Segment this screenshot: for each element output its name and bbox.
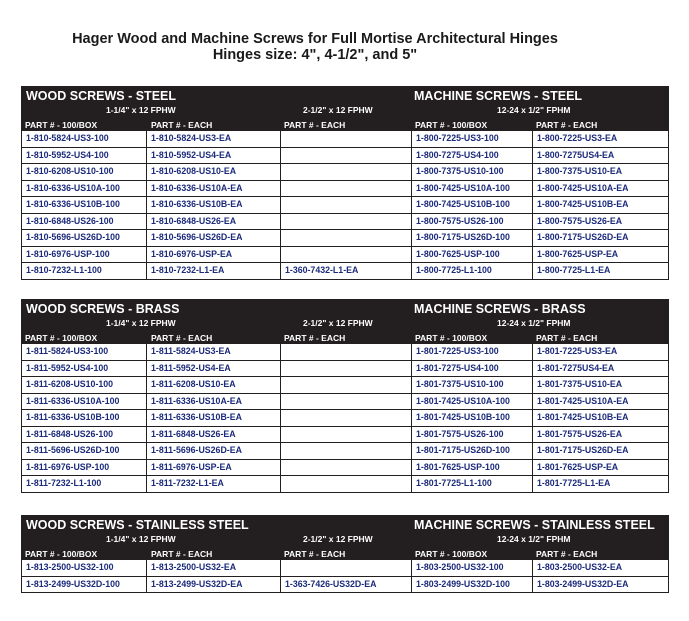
part-number-cell: 1-801-7625-USP-100 (412, 460, 533, 476)
table-row (22, 230, 668, 247)
screw-table-brass (21, 299, 669, 493)
part-number-cell: 1-800-7625-USP-EA (537, 248, 619, 259)
part-number-cell: 1-811-6208-US10-100 (22, 377, 147, 393)
column-header: PART # - EACH (284, 549, 346, 559)
part-number-cell: 1-811-6336-US10B-100 (22, 410, 147, 426)
part-number-cell: 1-810-6848-US26-100 (22, 214, 147, 230)
part-number-cell: 1-811-7232-L1-EA (147, 476, 281, 492)
part-number-cell: 1-801-7175-US26D-100 (412, 443, 533, 459)
column-header: PART # - EACH (284, 120, 346, 130)
part-number-cell: 1-800-7725-L1-100 (412, 263, 533, 279)
part-number-cell: 1-801-7625-USP-EA (537, 461, 619, 472)
part-number-cell: 1-803-2500-US32-EA (537, 562, 623, 572)
part-number-cell: 1-801-7275US4-EA (537, 362, 615, 373)
machine-screws-heading: MACHINE SCREWS - STAINLESS STEEL (414, 518, 655, 532)
part-number-cell: 1-811-6336-US10A-100 (22, 394, 147, 410)
part-number-cell: 1-801-7275-US4-100 (412, 361, 533, 377)
table-row (22, 560, 668, 577)
part-number-cell: 1-811-6848-US26-100 (22, 427, 147, 443)
part-number-cell: 1-810-6208-US10-100 (22, 164, 147, 180)
part-number-cell: 1-811-6208-US10-EA (147, 377, 281, 393)
wood-size-short-label: 1-1/4" x 12 FPHW (106, 318, 176, 328)
column-header: PART # - 100/BOX (25, 120, 98, 130)
table-row (22, 131, 668, 148)
table-row (22, 164, 668, 181)
part-number-cell: 1-803-2499-US32D-100 (412, 577, 533, 593)
table-row (22, 344, 668, 361)
part-number-cell: 1-800-7725-L1-EA (537, 265, 611, 275)
part-number-cell (281, 164, 412, 180)
part-number-cell: 1-813-2500-US32-EA (147, 560, 281, 576)
table-row (22, 410, 668, 427)
part-number-cell: 1-801-7575-US26-100 (412, 427, 533, 443)
table-body (21, 131, 669, 280)
part-number-cell: 1-800-7175-US26D-100 (412, 230, 533, 246)
part-number-cell: 1-363-7426-US32D-EA (281, 577, 412, 593)
part-number-cell: 1-810-6336-US10A-EA (147, 181, 281, 197)
table-row (22, 361, 668, 378)
part-number-cell: 1-810-6848-US26-EA (147, 214, 281, 230)
part-number-cell: 1-801-7225-US3-100 (412, 344, 533, 360)
part-number-cell: 1-801-7725-L1-100 (412, 476, 533, 492)
table-row (22, 577, 668, 594)
part-number-cell: 1-801-7375-US10-100 (412, 377, 533, 393)
part-number-cell: 1-810-6336-US10A-100 (22, 181, 147, 197)
column-header: PART # - EACH (151, 120, 213, 130)
part-number-cell (281, 410, 412, 426)
table-header (21, 299, 669, 344)
wood-size-short-label: 1-1/4" x 12 FPHW (106, 105, 176, 115)
table-row (22, 377, 668, 394)
table-row (22, 181, 668, 198)
part-number-cell: 1-800-7175-US26D-EA (537, 232, 629, 242)
part-number-cell: 1-800-7425-US10A-EA (537, 182, 629, 193)
part-number-cell: 1-801-7575-US26-EA (537, 428, 623, 439)
part-number-cell (281, 377, 412, 393)
part-number-cell: 1-810-6208-US10-EA (147, 164, 281, 180)
part-number-cell: 1-803-2500-US32-100 (412, 560, 533, 576)
part-number-cell: 1-810-5952-US4-100 (22, 148, 147, 164)
column-header: PART # - EACH (284, 333, 346, 343)
table-body (21, 560, 669, 593)
part-number-cell (281, 443, 412, 459)
part-number-cell: 1-811-5696-US26D-100 (22, 443, 147, 459)
wood-screws-heading: WOOD SCREWS - STEEL (26, 89, 176, 103)
table-row (22, 476, 668, 493)
part-number-cell: 1-810-5952-US4-EA (147, 148, 281, 164)
part-number-cell: 1-360-7432-L1-EA (281, 263, 412, 279)
wood-size-short-label: 1-1/4" x 12 FPHW (106, 534, 176, 544)
part-number-cell: 1-810-6976-USP-EA (147, 247, 281, 263)
part-number-cell (281, 476, 412, 492)
part-number-cell (281, 214, 412, 230)
part-number-cell (281, 131, 412, 147)
wood-size-long-label: 2-1/2" x 12 FPHW (303, 105, 373, 115)
part-number-cell: 1-810-5696-US26D-100 (22, 230, 147, 246)
part-number-cell (281, 427, 412, 443)
part-number-cell: 1-811-6336-US10B-EA (147, 410, 281, 426)
part-number-cell: 1-811-6976-USP-100 (22, 460, 147, 476)
part-number-cell: 1-800-7275US4-EA (537, 149, 615, 160)
part-number-cell (281, 247, 412, 263)
column-header: PART # - EACH (151, 549, 213, 559)
table-row (22, 443, 668, 460)
table-row (22, 214, 668, 231)
part-number-cell: 1-810-7232-L1-100 (22, 263, 147, 279)
part-number-cell: 1-811-5952-US4-EA (147, 361, 281, 377)
part-number-cell: 1-800-7575-US26-100 (412, 214, 533, 230)
table-row (22, 263, 668, 280)
part-number-cell: 1-810-5696-US26D-EA (147, 230, 281, 246)
part-number-cell: 1-811-5696-US26D-EA (147, 443, 281, 459)
part-number-cell: 1-810-6336-US10B-EA (147, 197, 281, 213)
part-number-cell: 1-801-7375-US10-EA (537, 379, 623, 389)
part-number-cell: 1-811-6848-US26-EA (147, 427, 281, 443)
document-subtitle: Hinges size: 4", 4-1/2", and 5" (212, 47, 418, 63)
part-number-cell (281, 181, 412, 197)
part-number-cell (281, 197, 412, 213)
table-row (22, 197, 668, 214)
screw-table-stainless-steel (21, 515, 669, 593)
part-number-cell: 1-800-7225-US3-EA (537, 133, 618, 143)
column-header: PART # - 100/BOX (415, 549, 488, 559)
part-number-cell: 1-800-7375-US10-EA (537, 166, 623, 176)
part-number-cell: 1-813-2499-US32D-100 (22, 577, 147, 593)
part-number-cell: 1-811-6976-USP-EA (147, 460, 281, 476)
part-number-cell (281, 394, 412, 410)
machine-size-label: 12-24 x 1/2" FPHM (497, 318, 571, 328)
table-row (22, 394, 668, 411)
wood-screws-heading: WOOD SCREWS - STAINLESS STEEL (26, 518, 249, 532)
column-header: PART # - 100/BOX (415, 120, 488, 130)
machine-screws-heading: MACHINE SCREWS - BRASS (414, 302, 586, 316)
part-number-cell: 1-813-2499-US32D-EA (147, 577, 281, 593)
column-header: PART # - EACH (536, 120, 598, 130)
part-number-cell: 1-810-5824-US3-EA (147, 131, 281, 147)
part-number-cell (281, 344, 412, 360)
part-number-cell: 1-803-2499-US32D-EA (537, 578, 629, 589)
part-number-cell: 1-810-5824-US3-100 (22, 131, 147, 147)
column-header: PART # - EACH (536, 549, 598, 559)
table-row (22, 460, 668, 477)
part-number-cell: 1-801-7225-US3-EA (537, 346, 618, 356)
table-header (21, 515, 669, 560)
part-number-cell: 1-811-5952-US4-100 (22, 361, 147, 377)
part-number-cell: 1-801-7175-US26D-EA (537, 445, 629, 455)
column-header: PART # - 100/BOX (25, 333, 98, 343)
machine-screws-heading: MACHINE SCREWS - STEEL (414, 89, 583, 103)
part-number-cell: 1-811-6336-US10A-EA (147, 394, 281, 410)
column-header: PART # - EACH (151, 333, 213, 343)
table-row (22, 247, 668, 264)
table-row (22, 148, 668, 165)
wood-size-long-label: 2-1/2" x 12 FPHW (303, 534, 373, 544)
part-number-cell: 1-810-6976-USP-100 (22, 247, 147, 263)
column-header: PART # - EACH (536, 333, 598, 343)
table-header (21, 86, 669, 131)
table-row (22, 427, 668, 444)
part-number-cell: 1-800-7425-US10B-EA (537, 199, 629, 209)
part-number-cell (281, 148, 412, 164)
part-number-cell: 1-811-5824-US3-EA (147, 344, 281, 360)
part-number-cell (281, 361, 412, 377)
document-title: Hager Wood and Machine Screws for Full Mortise Architectural Hinges (72, 31, 558, 47)
part-number-cell: 1-801-7425-US10A-EA (537, 395, 629, 406)
part-number-cell: 1-800-7275-US4-100 (412, 148, 533, 164)
part-number-cell: 1-801-7425-US10A-100 (412, 394, 533, 410)
machine-size-label: 12-24 x 1/2" FPHM (497, 105, 571, 115)
part-number-cell: 1-800-7225-US3-100 (412, 131, 533, 147)
part-number-cell: 1-810-6336-US10B-100 (22, 197, 147, 213)
part-number-cell: 1-800-7575-US26-EA (537, 215, 623, 226)
part-number-cell: 1-800-7425-US10B-100 (412, 197, 533, 213)
part-number-cell: 1-801-7425-US10B-EA (537, 412, 629, 422)
part-number-cell: 1-800-7425-US10A-100 (412, 181, 533, 197)
wood-screws-heading: WOOD SCREWS - BRASS (26, 302, 180, 316)
part-number-cell: 1-810-7232-L1-EA (147, 263, 281, 279)
part-number-cell: 1-801-7725-L1-EA (537, 478, 611, 488)
part-number-cell: 1-801-7425-US10B-100 (412, 410, 533, 426)
machine-size-label: 12-24 x 1/2" FPHM (497, 534, 571, 544)
table-body (21, 344, 669, 493)
part-number-cell: 1-813-2500-US32-100 (22, 560, 147, 576)
screw-table-steel (21, 86, 669, 280)
part-number-cell: 1-811-7232-L1-100 (22, 476, 147, 492)
part-number-cell: 1-800-7375-US10-100 (412, 164, 533, 180)
part-number-cell (281, 460, 412, 476)
column-header: PART # - 100/BOX (415, 333, 488, 343)
column-header: PART # - 100/BOX (25, 549, 98, 559)
part-number-cell: 1-800-7625-USP-100 (412, 247, 533, 263)
part-number-cell: 1-811-5824-US3-100 (22, 344, 147, 360)
wood-size-long-label: 2-1/2" x 12 FPHW (303, 318, 373, 328)
part-number-cell (281, 560, 412, 576)
part-number-cell (281, 230, 412, 246)
